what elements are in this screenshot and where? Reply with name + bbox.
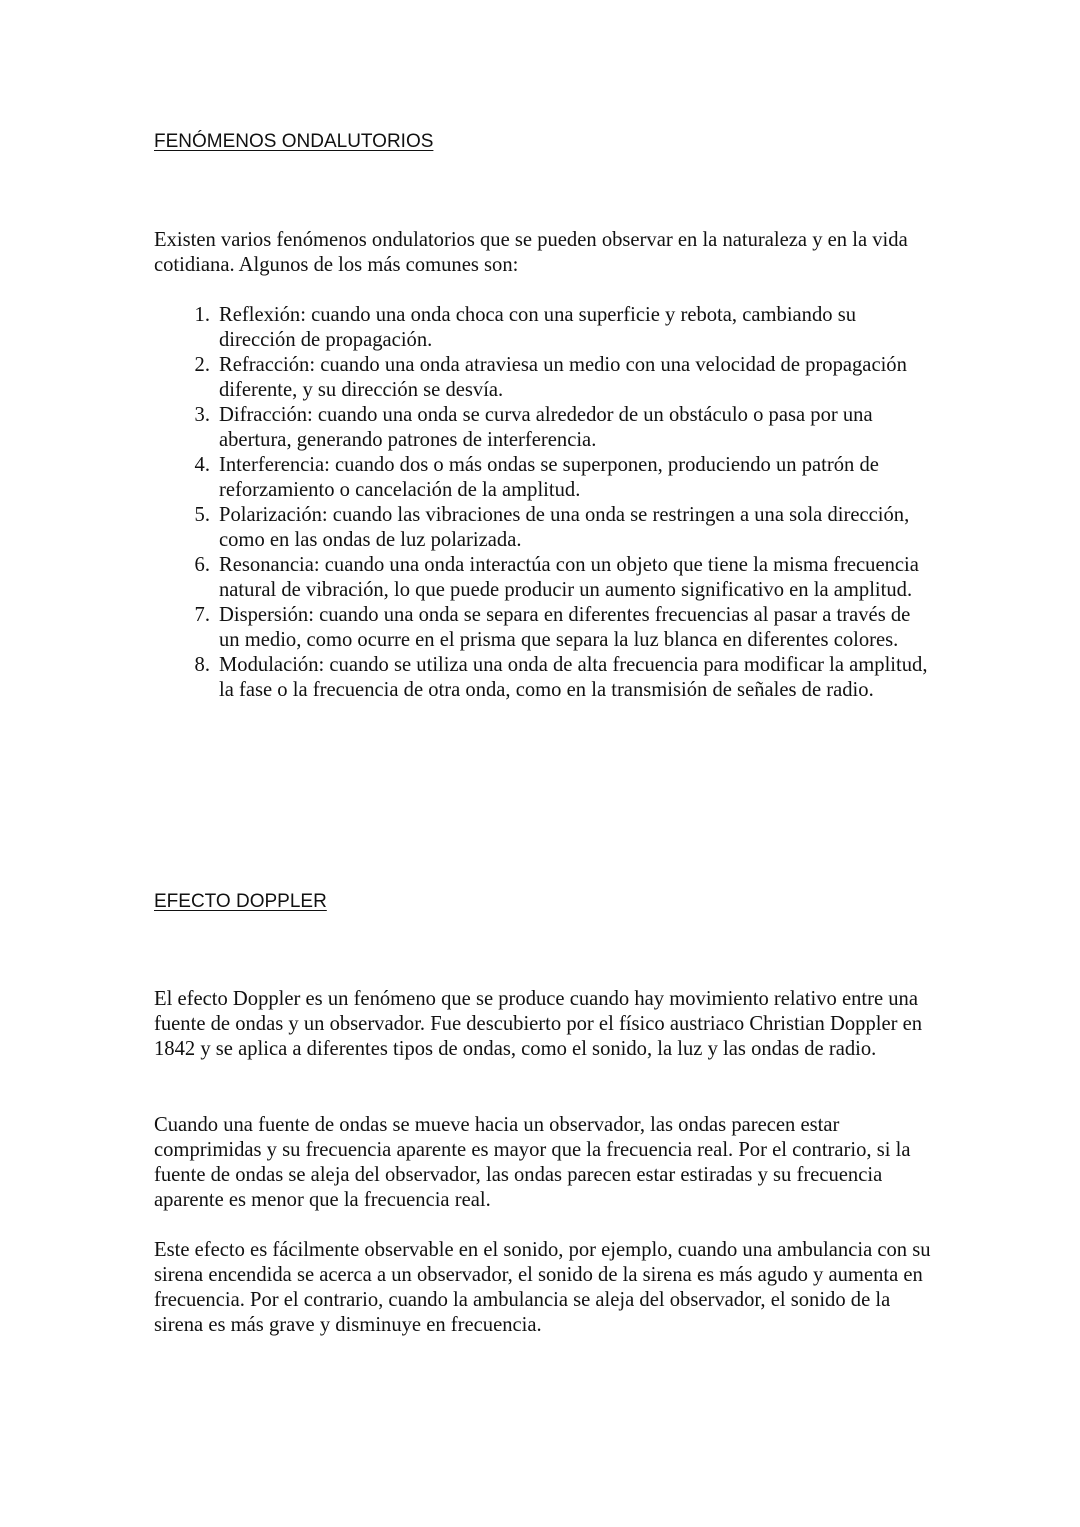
list-item-number: 8. — [194, 654, 210, 676]
list-item-number: 3. — [194, 404, 210, 426]
list-item-text: Reflexión: cuando una onda choca con una superficie y rebota, cambiando su dirección de propagación. — [219, 304, 857, 351]
list-item — [184, 653, 934, 703]
list-item — [184, 453, 934, 503]
intro-paragraph: Existen varios fenómenos ondulatorios que se pueden observar en la naturaleza y en la vida cotidiana. Algunos de los más comunes son: — [154, 229, 908, 276]
phenomena-list — [184, 303, 934, 703]
list-item-number: 2. — [194, 354, 210, 376]
list-item-number: 1. — [194, 304, 210, 326]
list-item-number: 5. — [194, 504, 210, 526]
list-item-text: Polarización: cuando las vibraciones de una onda se restringen a una sola dirección, como en las ondas de luz polarizada. — [219, 504, 910, 551]
list-item-number: 4. — [194, 454, 210, 476]
list-item-text: Refracción: cuando una onda atraviesa un medio con una velocidad de propagación diferente, y su dirección se desvía. — [219, 354, 907, 401]
list-item — [184, 603, 934, 653]
list-item-text: Difracción: cuando una onda se curva alrededor de un obstáculo o pasa por una abertura, generando patrones de interferencia. — [219, 404, 873, 451]
doppler-paragraph-2: Cuando una fuente de ondas se mueve hacia un observador, las ondas parecen estar comprimidas y su frecuencia aparente es mayor que la frecuencia real. Por el contrario, si la fuente de ondas se aleja del observador, las ondas parecen estar estiradas y su frecuencia aparente es menor que la frecuencia real. — [154, 1114, 911, 1211]
section-title-doppler: EFECTO DOPPLER — [154, 891, 327, 912]
list-item-number: 7. — [194, 604, 210, 626]
list-item — [184, 353, 934, 403]
list-item — [184, 503, 934, 553]
list-item — [184, 403, 934, 453]
doppler-paragraph-3: Este efecto es fácilmente observable en el sonido, por ejemplo, cuando una ambulancia con su sirena encendida se acerca a un observador, el sonido de la sirena es más agudo y aumenta en frecuencia. Por el contrario, cuando la ambulancia se aleja del observador, el sonido de la sirena es más grave y disminuye en frecuencia. — [154, 1239, 931, 1336]
list-item-text: Modulación: cuando se utiliza una onda de alta frecuencia para modificar la amplitud, la fase o la frecuencia de otra onda, como en la transmisión de señales de radio. — [219, 654, 928, 701]
section-title-fenomenos: FENÓMENOS ONDALUTORIOS — [154, 131, 434, 152]
list-item-text: Resonancia: cuando una onda interactúa con un objeto que tiene la misma frecuencia natural de vibración, lo que puede producir un aumento significativo en la amplitud. — [219, 554, 919, 601]
list-item-number: 6. — [194, 554, 210, 576]
list-item-text: Interferencia: cuando dos o más ondas se superponen, produciendo un patrón de reforzamiento o cancelación de la amplitud. — [219, 454, 879, 501]
list-item — [184, 303, 934, 353]
list-item-text: Dispersión: cuando una onda se separa en diferentes frecuencias al pasar a través de un medio, como ocurre en el prisma que separa la luz blanca en diferentes colores. — [219, 604, 911, 651]
list-item — [184, 553, 934, 603]
doppler-paragraph-1: El efecto Doppler es un fenómeno que se produce cuando hay movimiento relativo entre una fuente de ondas y un observador. Fue descubierto por el físico austriaco Christian Doppler en 1842 y se aplica a diferentes tipos de ondas, como el sonido, la luz y las ondas de radio. — [154, 988, 923, 1060]
